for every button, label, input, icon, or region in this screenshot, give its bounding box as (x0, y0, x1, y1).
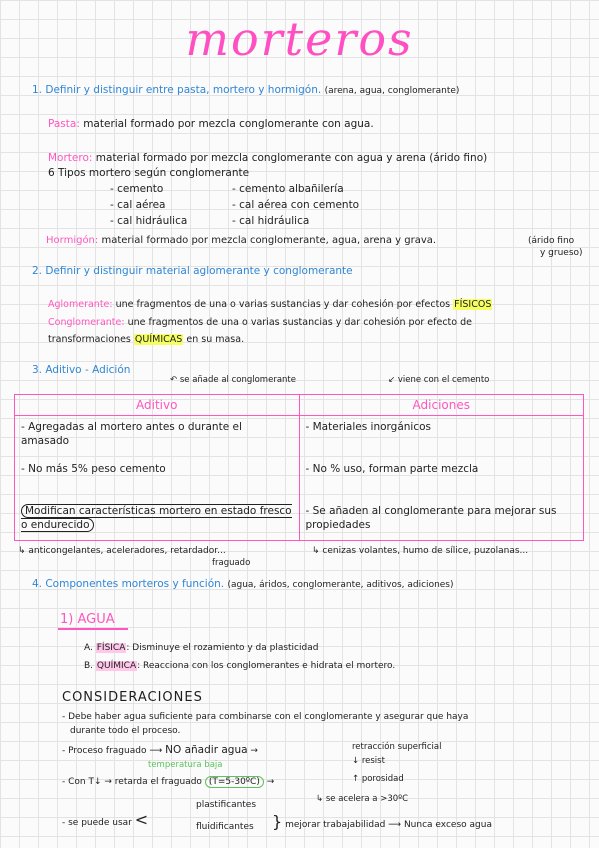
tipo-item: - cemento (110, 183, 164, 195)
acelera-note (316, 794, 408, 804)
fluidificantes-option: fluidificantes (196, 822, 254, 832)
pasta-definition (48, 118, 374, 130)
aditivo-note (170, 375, 296, 385)
comparison-table (14, 394, 584, 541)
section-1-heading-text: 1. Definir y distinguir entre pasta, mortero y hormigón. (32, 84, 322, 96)
agua-fisica-text: : Disminuye el rozamiento y da plasticidad (126, 643, 319, 653)
mortero-definition (48, 152, 487, 164)
section-1-heading (32, 84, 459, 96)
pasta-text: material formado por mezcla conglomerante con agua. (83, 118, 374, 130)
branch-arrow-icon: → (250, 746, 258, 756)
plastificantes-option: plastificantes (196, 800, 257, 810)
agua-fisica (84, 643, 318, 653)
agua-fisica-label: A. (84, 643, 93, 653)
adiciones-examples-text: cenizas volantes, humo de sílice, puzolanas... (322, 546, 529, 556)
curved-arrow-icon: ↙ (388, 375, 396, 385)
no-anadir-agua-text: NO añadir agua (165, 744, 248, 756)
proceso-fraguado-text: - Proceso fraguado (62, 746, 147, 756)
section-1-heading-note: (arena, agua, conglomerante) (324, 86, 460, 96)
aglomerante-definition (48, 299, 492, 310)
aditivo-examples (18, 546, 226, 556)
conglomerante-text-2a: transformaciones (48, 334, 131, 345)
adiciones-cell (299, 416, 584, 541)
section-4-heading-text: 4. Componentes morteros y función. (32, 578, 225, 590)
mortero-label: Mortero: (48, 152, 93, 164)
fisicos-highlight: FÍSICOS (454, 299, 492, 310)
conglomerante-label: Conglomerante: (48, 317, 125, 328)
aditivo-note-text: se añade al conglomerante (179, 375, 296, 385)
conglomerante-text-2b: en su masa. (186, 334, 245, 345)
nunca-exceso-agua-text: Nunca exceso agua (403, 820, 492, 830)
aditivo-item: - No más 5% peso cemento (21, 463, 166, 475)
aditivo-item-text: Modifican características mortero en estado fresco o endurecido (21, 505, 292, 531)
consideraciones-title: CONSIDERACIONES (62, 690, 203, 705)
agua-title: 1) AGUA (60, 612, 115, 627)
tipo-item: - cal hidráulica (110, 215, 188, 227)
mortero-text: material formado por mezcla conglomerante con agua y arena (árido fino) (95, 152, 488, 164)
down-arrow-icon: ↓ (93, 777, 102, 787)
conglomerante-definition (48, 317, 472, 328)
conglomerante-definition-cont (48, 334, 244, 345)
agua-quimica-text: : Reacciona con los conglomerantes e hidrata el mortero. (137, 661, 396, 671)
adiciones-note (388, 375, 489, 385)
section-2-heading: 2. Definir y distinguir material aglomerante y conglomerante (32, 265, 353, 277)
adiciones-examples (312, 546, 528, 556)
consideracion-4 (62, 810, 148, 829)
adiciones-item: - Materiales inorgánicos (305, 421, 432, 433)
retarda-fraguado-text: → retarda el fraguado (104, 777, 202, 787)
agua-quimica-label: B. (84, 661, 94, 671)
aditivo-item: - Agregadas al mortero antes o durante el amasado (21, 421, 242, 447)
quimicas-highlight: QUÍMICAS (134, 334, 183, 345)
agua-quimica (84, 661, 395, 671)
hormigon-text: material formado por mezcla conglomerante, agua, arena y grava. (101, 235, 437, 246)
hormigon-note-2: y grueso) (540, 248, 583, 258)
efecto-retraccion: retracción superficial (352, 742, 442, 752)
section-4-heading (32, 578, 454, 590)
tipos-heading: 6 Tipos mortero según conglomerante (48, 167, 250, 179)
arrow-icon: → (266, 777, 275, 787)
quimica-highlight: QUÍMICA (96, 661, 137, 671)
tipo-item: - cal aérea con cemento (232, 199, 360, 211)
pasta-label: Pasta: (48, 118, 80, 130)
hormigon-definition (46, 235, 436, 246)
section-4-heading-note: (agua, áridos, conglomerante, aditivos, adiciones) (227, 580, 454, 590)
aditivo-item (21, 504, 293, 538)
mejorar-trabajabilidad-text: mejorar trabajabilidad (285, 820, 386, 830)
fisica-highlight: FÍSICA (96, 643, 126, 653)
tipo-item: - cal hidráulica (232, 215, 310, 227)
hormigon-label: Hormigón: (46, 235, 99, 246)
rango-temperatura: (T=5-30ºC) (205, 776, 264, 788)
curved-arrow-icon: ↶ (170, 375, 178, 385)
long-arrow-icon: ⟶ (388, 820, 402, 830)
section-3-heading: 3. Aditivo - Adición (32, 364, 131, 376)
curved-arrow-icon: ↳ (316, 794, 324, 804)
consideracion-1-cont: durante todo el proceso. (70, 726, 181, 736)
con-t-text: - Con T (62, 777, 94, 787)
aditivo-examples-text: anticongelantes, aceleradores, retardador... (28, 546, 226, 556)
trabajabilidad-result (272, 812, 492, 831)
tipo-item: - cemento albañilería (232, 183, 344, 195)
agua-underline (58, 628, 128, 630)
arrow-icon: ↳ (312, 546, 320, 556)
temperatura-baja-note: temperatura baja (148, 760, 223, 770)
aglomerante-label: Aglomerante: (48, 299, 113, 310)
efecto-resist: ↓ resist (352, 756, 385, 766)
aditivo-header: Aditivo (15, 395, 300, 416)
long-arrow-icon: ⟶ (149, 746, 163, 756)
brace-icon: < (134, 810, 149, 829)
efecto-porosidad: ↑ porosidad (352, 774, 404, 784)
consideracion-3 (62, 777, 274, 787)
aditivo-examples-2: fraguado (212, 558, 251, 568)
tipo-item: - cal aérea (110, 199, 166, 211)
aditivo-cell (15, 416, 300, 541)
consideracion-2 (62, 744, 258, 756)
acelera-note-text: se acelera a >30ºC (325, 794, 409, 804)
arrow-icon: ↳ (18, 546, 26, 556)
adiciones-header: Adiciones (299, 395, 584, 416)
page-title: morteros (185, 12, 414, 66)
hormigon-note-1: (árido fino (528, 236, 575, 246)
aglomerante-text: une fragmentos de una o varias sustancias y dar cohesión por efectos (115, 299, 451, 310)
consideracion-1: - Debe haber agua suficiente para combinarse con el conglomerante y asegurar que haya (62, 712, 469, 722)
adiciones-item: - Se añaden al conglomerante para mejorar sus propiedades (305, 505, 557, 531)
adiciones-note-text: viene con el cemento (397, 375, 490, 385)
adiciones-item: - No % uso, forman parte mezcla (305, 463, 479, 475)
brace-icon: } (272, 812, 283, 831)
conglomerante-text: une fragmentos de una o varias sustancias y dar cohesión por efecto de (127, 317, 472, 328)
se-puede-usar-text: - se puede usar (62, 818, 132, 828)
